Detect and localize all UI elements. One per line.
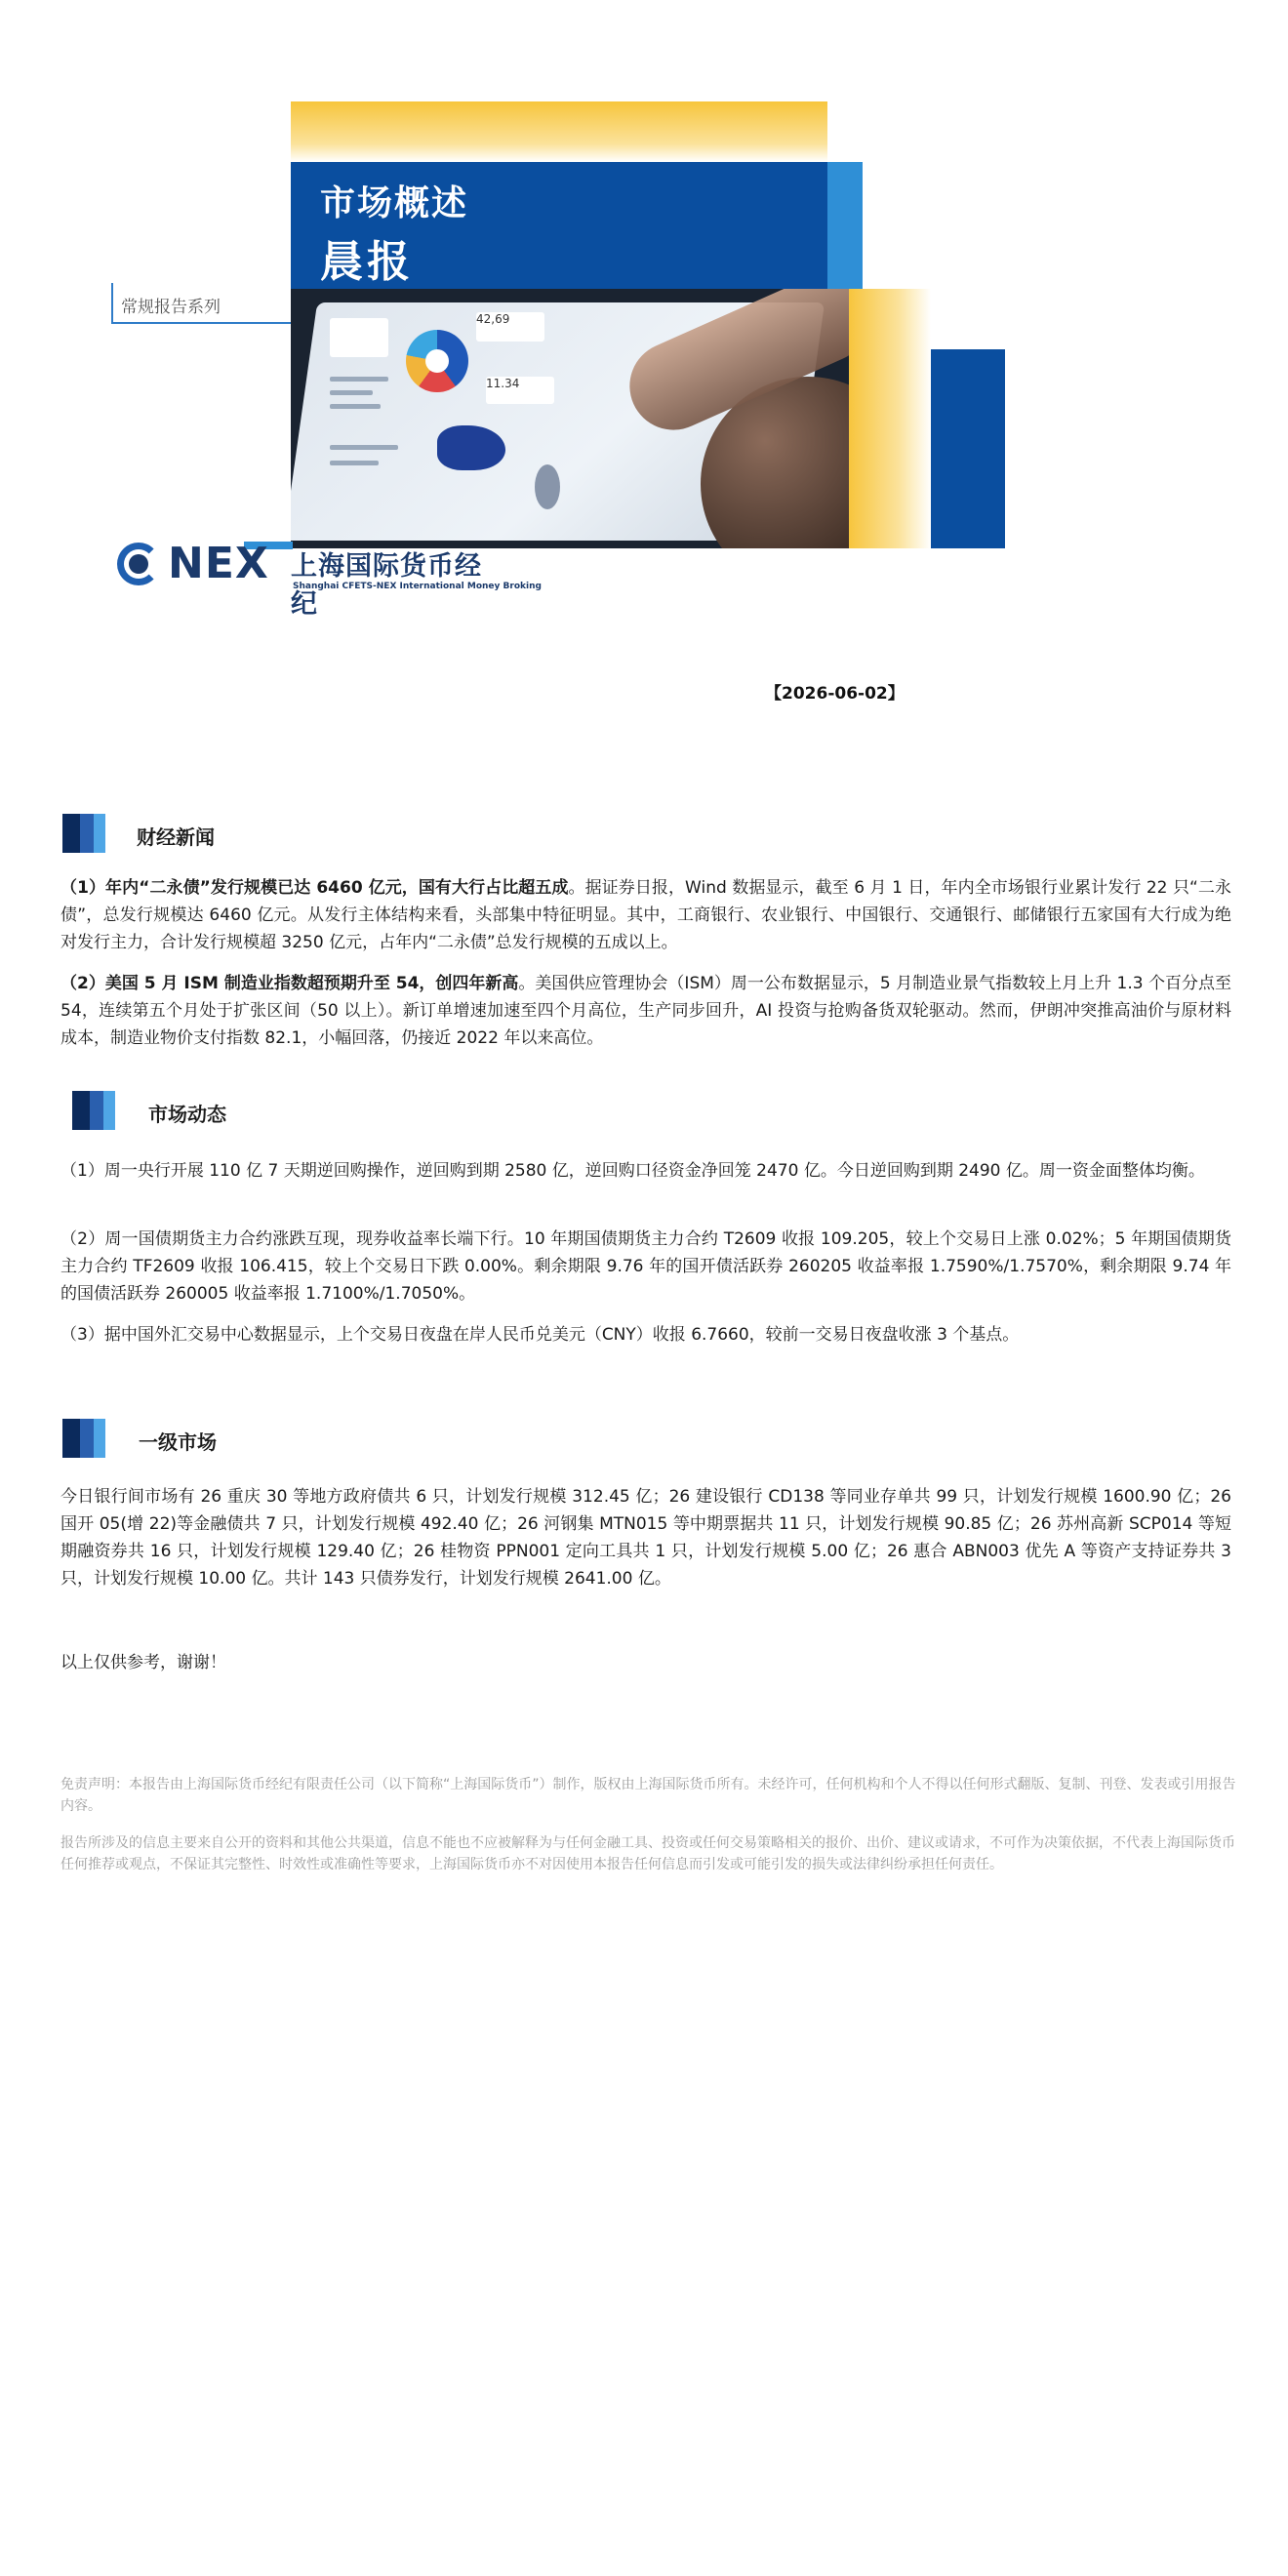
cover-title-block (291, 162, 859, 289)
news-item (60, 874, 1231, 956)
section-title-finance-news: 财经新闻 (137, 825, 215, 849)
donut-hole (425, 349, 449, 373)
section-icon (72, 1091, 115, 1130)
logo-wordmark: NEX (168, 539, 269, 588)
dashboard-bar (330, 404, 381, 409)
logo-name-cn: 上海国际货币经纪 (291, 551, 482, 620)
market-item: （3）据中国外汇交易中心数据显示，上个交易日夜盘在岸人民币兑美元（CNY）收报 6.7660，较前一交易日夜盘收涨 3 个基点。 (60, 1325, 1020, 1345)
news-body: 。据证券日报，Wind 数据显示，截至 6 月 1 日，年内全市场银行业累计发行 22 只“二永债”，总发行规模达 6460 亿元。从发行主体结构来看，头部集中特征明显。其中，工商银行、农业银行、中国银行、交通银行、邮储银行五家国有大行成为绝对发行主力，合计发行规模超 3250 亿元，占年内“二永债”总发行规模的五成以上。 (60, 878, 1232, 952)
cover-blue-edge (827, 162, 863, 289)
section-title-market-dynamics: 市场动态 (148, 1103, 226, 1126)
dashboard-card (486, 377, 554, 404)
dashboard-bar (330, 390, 373, 395)
news-headline: （2）美国 5 月 ISM 制造业指数超预期升至 54，创四年新高 (60, 974, 519, 993)
section-icon (62, 814, 105, 853)
section-title-primary-market: 一级市场 (139, 1430, 217, 1454)
dashboard-card (476, 312, 544, 342)
series-divider (111, 322, 292, 324)
closing-text: 以上仅供参考，谢谢！ (60, 1653, 226, 1672)
cover-blue-accent (931, 349, 1005, 548)
dashboard-readout: 11.34 (486, 377, 520, 390)
news-item (60, 970, 1231, 1052)
section-icon (62, 1419, 105, 1458)
primary-market-text: 今日银行间市场有 26 重庆 30 等地方政府债共 6 只，计划发行规模 312.45 亿；26 建设银行 CD138 等同业存单共 99 只，计划发行规模 1600.90 亿；26 国开 05(增 22)等金融债共 7 只，计划发行规模 492.40 亿；26 河钢集 MTN015 等中期票据共 11 只，计划发行规模 90.85 亿；26 苏州高新 SCP014 等短期融资券共 16 只，计划发行规模 129.40 亿；26 桂物资 PPN001 定向工具共 1 只，计划发行规模 5.00 亿；26 惠合 ABN003 优先 A 等资产支持证券共 3 只，计划发行规模 10.00 亿。共计 143 只债券发行，计划发行规模 2641.00 亿。 (60, 1487, 1231, 1589)
market-item: （1）周一央行开展 110 亿 7 天期逆回购操作，逆回购到期 2580 亿，逆回购口径资金净回笼 2470 亿。今日逆回购到期 2490 亿。周一资金面整体均衡。 (60, 1161, 1205, 1181)
cover-graphic (98, 98, 1015, 605)
dashboard-bar (330, 461, 379, 465)
report-date: 【2026-06-02】 (765, 684, 905, 704)
dashboard-bar (330, 377, 388, 382)
disclaimer: 免责声明：本报告由上海国际货币经纪有限责任公司（以下简称“上海国际货币”）制作，版权由上海国际货币所有。未经许可，任何机构和个人不得以任何形式翻版、复制、刊登、发表或引用报告内容。 (60, 1777, 1236, 1814)
news-headline: （1）年内“二永债”发行规模已达 6460 亿元，国有大行占比超五成 (60, 878, 569, 898)
map-icon (437, 425, 505, 470)
logo-name-en: Shanghai CFETS-NEX International Money Broking (293, 582, 542, 591)
dashboard-readout: 42,69 (476, 312, 510, 326)
cover-subtitle: 晨报 (320, 237, 414, 287)
news-body: 。美国供应管理协会（ISM）周一公布数据显示，5 月制造业景气指数较上月上升 1.3 个百分点至 54，连续第五个月处于扩张区间（50 以上）。新订单增速加速至四个月高位，生产同步回升，AI 投资与抢购备货双轮驱动。然而，伊朗冲突推高油价与原材料成本，制造业物价支付指数 82.1，小幅回落，仍接近 2022 年以来高位。 (60, 974, 1231, 1048)
dashboard-card (330, 318, 388, 357)
company-logo (117, 537, 542, 620)
cover-gold-accent (849, 289, 931, 548)
cover-photo (291, 289, 849, 548)
logo-mark-icon (129, 554, 148, 574)
disclaimer: 报告所涉及的信息主要来自公开的资料和其他公共渠道，信息不能也不应被解释为与任何金融工具、投资或任何交易策略相关的报价、出价、建议或请求，不可作为决策依据，不代表上海国际货币任何推荐或观点，不保证其完整性、时效性或准确性等要求，上海国际货币亦不对因使用本报告任何信息而引发或可能引发的损失或法律纠纷承担任何责任。 (60, 1835, 1235, 1872)
cover-gold-band (291, 101, 827, 162)
cover-title: 市场概述 (320, 183, 469, 223)
dashboard-bar (330, 445, 398, 450)
series-divider (111, 283, 113, 324)
series-label: 常规报告系列 (121, 298, 221, 317)
map-icon (535, 464, 560, 509)
market-item: （2）周一国债期货主力合约涨跌互现，现券收益率长端下行。10 年期国债期货主力合约 T2609 收报 109.205，较上个交易日上涨 0.02%；5 年期国债期货主力合约 TF2609 收报 106.415，较上个交易日下跌 0.00%。剩余期限 9.76 年的国开债活跃券 260205 收益率报 1.7590%/1.7570%，剩余期限 9.74 年的国债活跃券 260005 收益率报 1.7100%/1.7050%。 (60, 1229, 1231, 1304)
